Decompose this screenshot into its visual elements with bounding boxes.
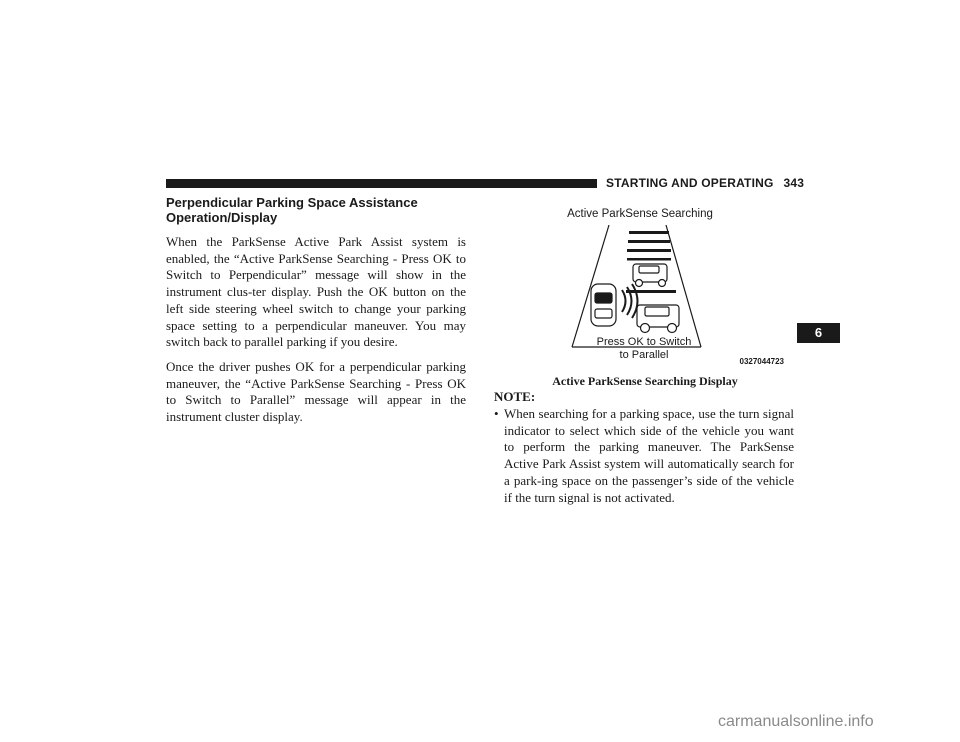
bullet-icon: • [494, 406, 499, 421]
page-number: 343 [783, 176, 805, 190]
note-text: When searching for a parking space, use the turn signal indicator to select which side of the vehicle you want to perform the parking maneuver. The ParkSense Active Park Assist system will automatically search for a park-ing space on the passenger’s side of the vehicle if the turn signal is not activated. [504, 406, 794, 505]
figure-top-label: Active ParkSense Searching [567, 208, 713, 220]
chapter-tab: 6 [797, 323, 840, 343]
running-header [606, 176, 804, 190]
list-item [494, 406, 794, 506]
searching-vehicle-icon [591, 284, 616, 326]
header-rule [166, 179, 597, 188]
body-paragraph-1: When the ParkSense Active Park Assist system is enabled, the “Active ParkSense Searching - Press OK to Switch to Perpendicular” message will show in the instrument clus-ter display. Push the OK button on the left side steering wheel switch to change your parking space setting to a perpendicular maneuver. You may switch back to parallel parking if you desire. [166, 234, 466, 350]
watermark: carmanualsonline.info [718, 713, 874, 730]
note-label: NOTE: [494, 389, 536, 404]
parking-space-stripes [626, 231, 676, 293]
parksense-display-figure [536, 202, 794, 372]
header-title: STARTING AND OPERATING [606, 176, 774, 190]
note-list [494, 406, 794, 506]
figure-caption: Active ParkSense Searching Display [552, 374, 738, 388]
figure-image-code: 0327044723 [739, 357, 784, 366]
body-paragraph-2: Once the driver pushes OK for a perpendicular parking maneuver, the “Active ParkSense Searching - Press OK to Switch to Parallel” message will appear in the instrument cluster display. [166, 358, 466, 425]
section-heading: Perpendicular Parking Space Assistance Operation/Display [166, 195, 418, 225]
figure-bottom-label-line2: to Parallel [619, 349, 669, 361]
sensor-wave-icon [622, 284, 638, 318]
left-column [166, 195, 466, 434]
parked-vehicle-icon [633, 264, 667, 287]
parked-vehicle-icon [637, 305, 679, 333]
figure-bottom-label-line1: Press OK to Switch [596, 336, 692, 348]
